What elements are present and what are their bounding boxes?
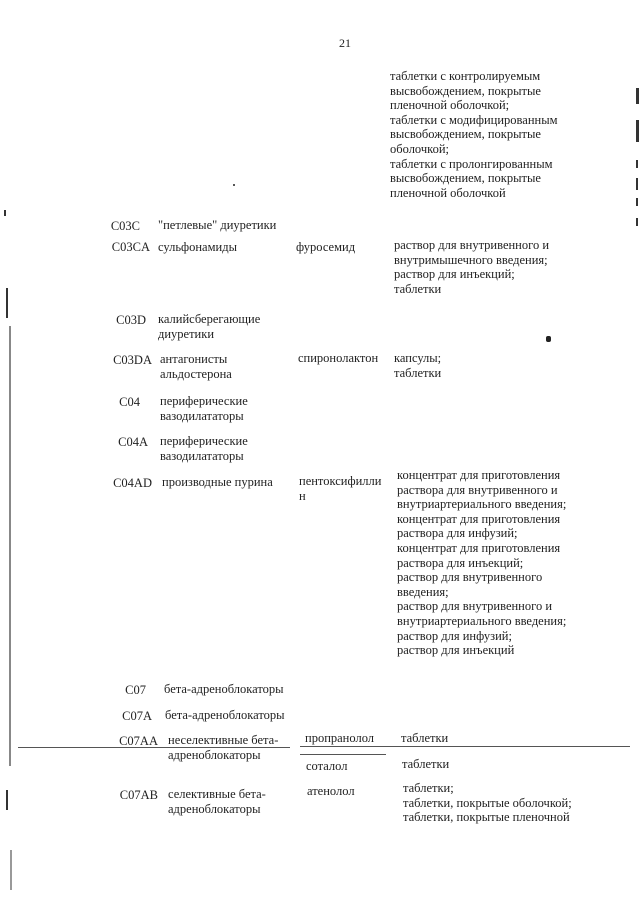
scan-edge-mark (4, 210, 6, 216)
atc-code: C04 (119, 395, 140, 409)
page-number: 21 (339, 36, 351, 50)
scan-edge-mark (636, 120, 639, 142)
atc-code: C04A (118, 435, 148, 449)
atc-code: C03CA (111, 240, 150, 254)
continued-dosage-forms: таблетки с контролируемым высвобождением, покрытые пленочной оболочкой; таблетки с модифицированным высвобождением, покрытые оболочкой; таблетки с пролонгированным высвобождением, покрытые пленочной оболочкой (390, 69, 558, 200)
dosage-forms: капсулы; таблетки (394, 351, 442, 380)
cell-divider-line (300, 754, 386, 755)
atc-code: C07 (125, 683, 146, 697)
scan-speck (546, 336, 551, 342)
atc-code: C07AB (119, 788, 158, 802)
atc-code: C07A (122, 709, 152, 723)
atc-code: C04AD (113, 476, 152, 490)
drug-name: соталол (306, 759, 348, 773)
drug-name: спиронолактон (298, 351, 379, 365)
scan-edge-mark (636, 178, 638, 190)
scan-edge-mark (636, 88, 639, 104)
scan-edge-mark (636, 198, 638, 206)
atc-code: C03C (110, 219, 140, 233)
dosage-forms: концентрат для приготовления раствора для внутривенного и внутриартериального введения; концентрат для приготовления раствора для инфузий; концентрат для приготовления раствора для инъекций; раствор для внутривенного введения; раствор для внутривенного и внутриартериального введения; раствор для инфузий; раствор для инъекций (397, 468, 567, 658)
scan-speck (233, 184, 235, 186)
scan-edge-mark (6, 790, 8, 810)
atc-code: C03DA (113, 353, 152, 367)
drug-name: пропранолол (305, 731, 375, 745)
atc-code: C07AA (119, 734, 158, 748)
atc-group-name: периферические вазодилататоры (160, 434, 248, 463)
drug-name: пентоксифилли н (299, 474, 382, 503)
atc-group-name: производные пурина (162, 475, 273, 489)
scan-edge-mark (6, 288, 8, 318)
scan-edge-mark (10, 850, 12, 890)
dosage-forms: таблетки; таблетки, покрытые оболочкой; таблетки, покрытые пленочной (403, 781, 572, 825)
atc-group-name: периферические вазодилататоры (160, 394, 248, 423)
dosage-forms: таблетки (402, 757, 450, 771)
atc-group-name: бета-адреноблокаторы (165, 708, 285, 722)
atc-code: C03D (116, 313, 146, 327)
atc-group-name: "петлевые" диуретики (158, 218, 277, 232)
drug-name: атенолол (307, 784, 355, 798)
atc-group-name: антагонисты альдостерона (160, 352, 232, 381)
drug-name: фуросемид (296, 240, 356, 254)
atc-group-name: калийсберегающие диуретики (158, 312, 261, 341)
scan-edge-mark (636, 218, 638, 226)
atc-group-name: сульфонамиды (158, 240, 237, 254)
dosage-forms: таблетки (401, 731, 449, 745)
scan-edge-mark (636, 160, 638, 168)
scan-edge-mark (9, 326, 11, 766)
atc-group-name: селективные бета- адреноблокаторы (168, 787, 266, 816)
row-separator-line (300, 746, 630, 747)
atc-group-name: неселективные бета- адреноблокаторы (168, 733, 279, 762)
dosage-forms: раствор для внутривенного и внутримышечного введения; раствор для инъекций; таблетки (394, 238, 550, 296)
atc-group-name: бета-адреноблокаторы (164, 682, 284, 696)
